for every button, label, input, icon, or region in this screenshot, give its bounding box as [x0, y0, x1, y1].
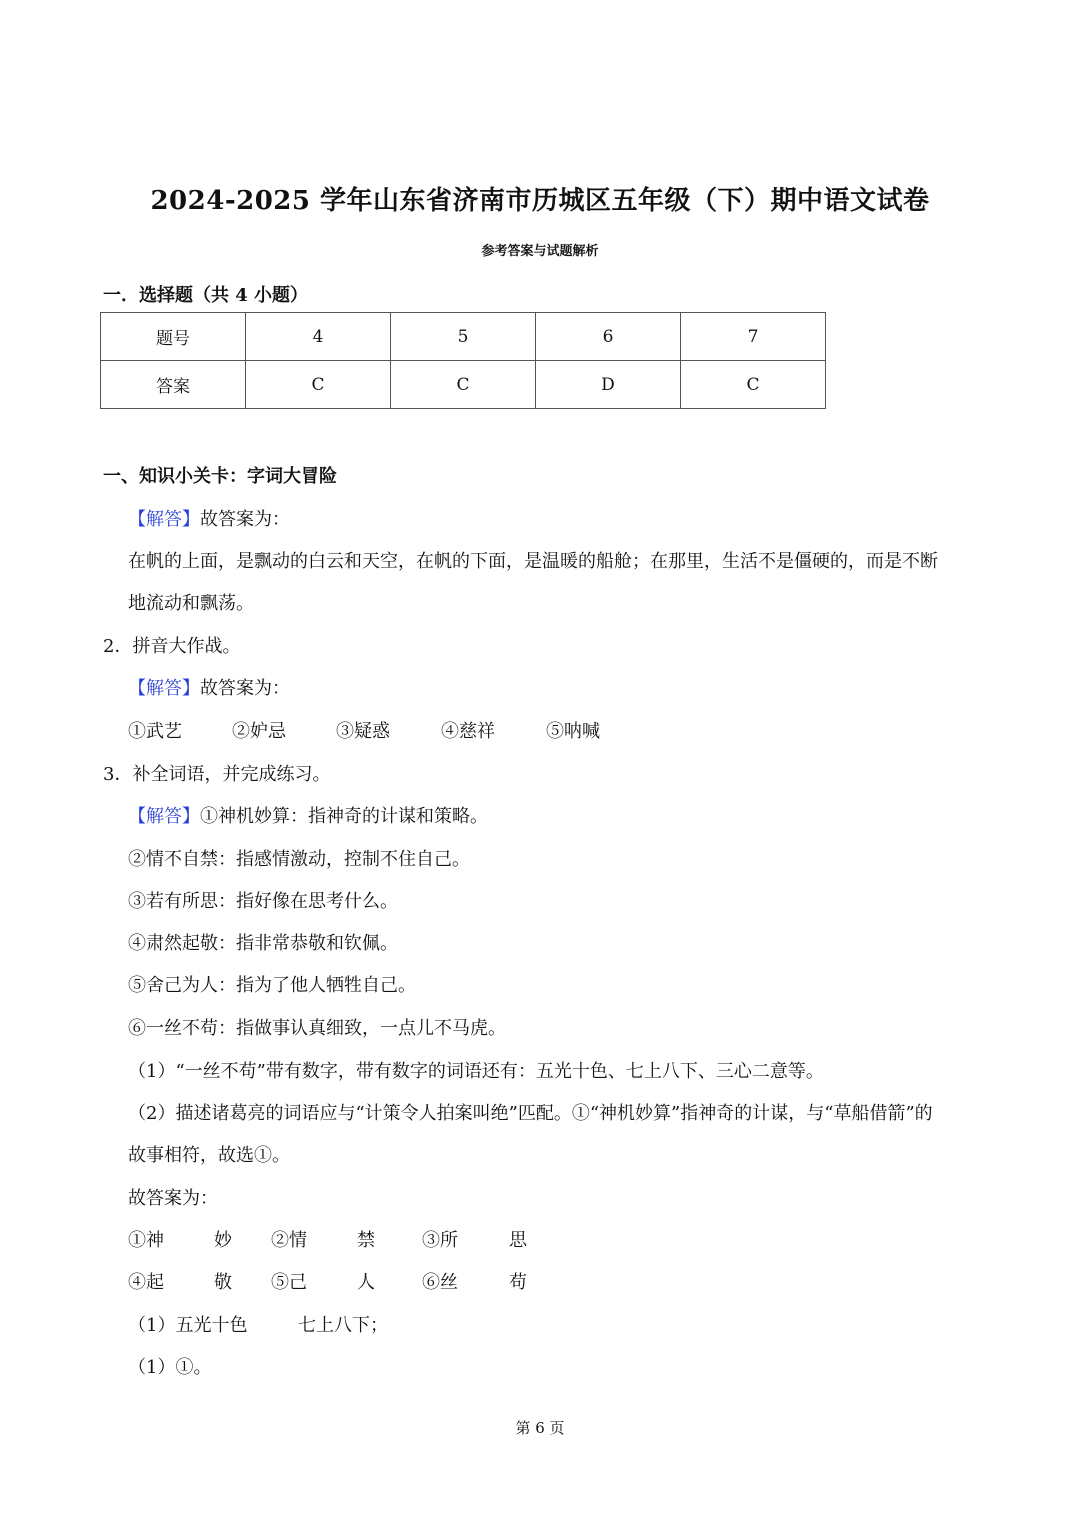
grid-cell: 禁	[357, 1230, 375, 1251]
table-cell: C	[391, 361, 536, 409]
q3-item: ②情不自禁：指感情激动，控制不住自己。	[128, 849, 470, 870]
section-heading-knowledge: 一、知识小关卡：字词大冒险	[103, 466, 337, 487]
q3-item: ⑤舍己为人：指为了他人牺牲自己。	[128, 975, 416, 996]
table-cell: D	[536, 361, 681, 409]
grid-cell: 苟	[509, 1272, 527, 1293]
table-cell: C	[246, 361, 391, 409]
q2-answer-intro: 【解答】故答案为：	[128, 678, 290, 699]
q3-note: 故事相符，故选①。	[128, 1145, 290, 1166]
table-cell: 7	[681, 313, 826, 361]
page-title: 2024-2025 学年山东省济南市历城区五年级（下）期中语文试卷	[150, 186, 930, 216]
answer-table	[100, 312, 826, 409]
grid-cell: ②情	[271, 1230, 307, 1251]
section-heading-choice: 一．选择题（共 4 小题）	[103, 285, 309, 306]
q1-answer-intro: 【解答】故答案为：	[128, 509, 290, 530]
table-row	[101, 313, 826, 361]
grid-cell: ⑤己	[271, 1272, 307, 1293]
grid-cell: 敬	[214, 1272, 232, 1293]
table-cell-label: 题号	[101, 313, 246, 361]
q3-answer-first: 【解答】①神机妙算：指神奇的计谋和策略。	[128, 806, 488, 827]
q3-note: （2）描述诸葛亮的词语应与“计策令人拍案叫绝”匹配。①“神机妙算”指神奇的计谋，与“草船借箭”的	[128, 1103, 933, 1124]
answer-tag: 【解答】	[128, 678, 200, 699]
grid-cell: ①神	[128, 1230, 164, 1251]
q3-answer-2: （1）①。	[128, 1357, 212, 1378]
grid-cell: ⑥丝	[422, 1272, 458, 1293]
q1-answer-line: 在帆的上面，是飘动的白云和天空，在帆的下面，是温暖的船舱；在那里，生活不是僵硬的，而是不断	[128, 551, 938, 572]
grid-cell: 妙	[214, 1230, 232, 1251]
word-answer: ②妒忌	[232, 721, 286, 742]
page-number: 第 6 页	[515, 1419, 565, 1437]
answer-tag: 【解答】	[128, 806, 200, 827]
answer-tag: 【解答】	[128, 509, 200, 530]
word-answer: ①武艺	[128, 721, 182, 742]
table-cell-label: 答案	[101, 361, 246, 409]
q3-answer-intro: 故答案为：	[128, 1188, 218, 1209]
grid-cell: ④起	[128, 1272, 164, 1293]
table-cell: 4	[246, 313, 391, 361]
page-subtitle: 参考答案与试题解析	[481, 244, 599, 259]
q2-heading: 2．拼音大作战。	[103, 636, 241, 657]
q3-note: （1）“一丝不苟”带有数字，带有数字的词语还有：五光十色、七上八下、三心二意等。	[128, 1061, 824, 1082]
word-answer: ④慈祥	[441, 721, 495, 742]
table-cell: 5	[391, 313, 536, 361]
q1-answer-line: 地流动和飘荡。	[128, 593, 254, 614]
table-row	[101, 361, 826, 409]
word-answer: ⑤呐喊	[546, 721, 600, 742]
table-cell: C	[681, 361, 826, 409]
table-cell: 6	[536, 313, 681, 361]
grid-cell: ③所	[422, 1230, 458, 1251]
q3-heading: 3．补全词语，并完成练习。	[103, 764, 331, 785]
word-answer: ③疑惑	[336, 721, 390, 742]
q3-item: ③若有所思：指好像在思考什么。	[128, 891, 398, 912]
grid-cell: 思	[509, 1230, 527, 1251]
q3-item: ⑥一丝不苟：指做事认真细致，一点儿不马虎。	[128, 1018, 506, 1039]
q3-item: ④肃然起敬：指非常恭敬和钦佩。	[128, 933, 398, 954]
grid-cell: 人	[357, 1272, 375, 1293]
